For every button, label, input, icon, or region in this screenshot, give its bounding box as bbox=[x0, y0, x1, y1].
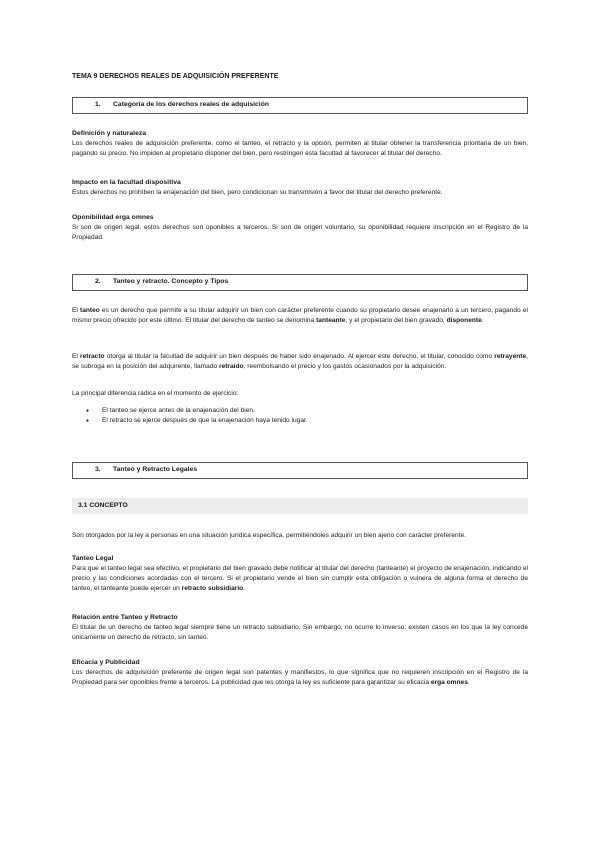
term-disponente: disponente bbox=[446, 316, 482, 324]
concept-intro bbox=[72, 531, 528, 541]
section-3-number: 3. bbox=[95, 466, 101, 474]
tanteo-legal-heading: Tanteo Legal bbox=[72, 555, 114, 562]
text-run: El bbox=[72, 307, 81, 314]
text-run: , reembolsando el precio y los gastos ocasionados por la adquisición. bbox=[243, 362, 447, 370]
list-item: ● El retracto se ejerce después de que la enajenación haya tenido lugar. bbox=[92, 416, 528, 426]
tanteo-legal-paragraph bbox=[72, 564, 528, 594]
text-run: Los derechos de adquisición preferente de origen legal son patentes y manifiestos, lo que significa que no requieren inscripción en el Registro de la Propiedad para ser oponibles frente a terceros. La publicidad que les otorga la ley es suficiente para garantizar su eficacia bbox=[72, 669, 528, 687]
document-title: TEMA 9 DERECHOS REALES DE ADQUISICIÓN PREFERENTE bbox=[72, 73, 279, 80]
efficacy-block bbox=[72, 658, 528, 688]
text-run: es un derecho que permite a su titular adquirir un bien con carácter preferente cuando su propietario desee enajenarlo a un tercero, pagando el mismo precio ofrecido por este último. El titular del derecho de tanteo se denomina bbox=[72, 307, 528, 324]
text-run: . bbox=[243, 584, 246, 592]
concept-paragraph: Son otorgados por la ley a personas en una situación jurídica específica, permitiéndoles adquirir un bien ajeno con carácter preferente. bbox=[72, 532, 467, 539]
retracto-paragraph bbox=[72, 352, 528, 372]
term-retrayente: retrayente bbox=[494, 353, 527, 360]
section-2-number: 2. bbox=[95, 278, 101, 286]
section-1-title: Categoría de los derechos reales de adquisición bbox=[113, 101, 270, 109]
list-item: ● El tanteo se ejerce antes de la enajenación del bien. bbox=[92, 406, 528, 416]
term-erga-omnes: erga omnes bbox=[430, 679, 468, 687]
tanteo-legal-block bbox=[72, 554, 528, 594]
term-tanteante: tanteante bbox=[316, 316, 346, 324]
impact-heading: Impacto en la facultad dispositiva bbox=[72, 179, 181, 186]
section-1-number: 1. bbox=[95, 101, 101, 109]
term-tanteo: tanteo bbox=[80, 307, 100, 314]
section-1-header bbox=[72, 97, 528, 114]
text-run: El bbox=[72, 353, 81, 360]
opponibility-block bbox=[72, 213, 528, 243]
text-run: otorga al titular la facultad de adquirir un bien después de haber sido enajenado. Al ejercer este derecho, el titular, conocido como bbox=[104, 353, 495, 360]
term-retracto-subsidiario: retracto subsidiario bbox=[181, 584, 244, 592]
relation-block bbox=[72, 613, 528, 643]
term-retraido: retraído bbox=[219, 362, 244, 370]
relation-heading: Relación entre Tanteo y Retracto bbox=[72, 614, 178, 621]
difference-list bbox=[72, 406, 528, 426]
text-run: Para que el tanteo legal sea efectivo, el propietario del bien gravado debe notificar al titular del derecho (tanteante) el proyecto de enajenación, indicando el precio y las condiciones acordadas con el tercero. Si el propietario vende el bien sin cumplir esta obligación o vulnera de alguna forma el derecho de tanteo, el tanteante puede ejercer un bbox=[72, 565, 528, 592]
text-run: . bbox=[481, 316, 484, 324]
text-run: . bbox=[467, 679, 470, 687]
section-3-header bbox=[72, 462, 528, 479]
impact-block bbox=[72, 178, 528, 198]
difference-paragraph: La principal diferencia radica en el momento de ejercicio: bbox=[72, 390, 239, 397]
retracto-definition bbox=[72, 352, 528, 372]
efficacy-paragraph bbox=[72, 668, 528, 688]
section-3-title: Tanteo y Retracto Legales bbox=[113, 466, 198, 474]
subsection-3-1-title: 3.1 CONCEPTO bbox=[78, 501, 128, 509]
subsection-3-1-header bbox=[72, 498, 528, 514]
definition-block bbox=[72, 129, 528, 159]
opponibility-heading: Oponibilidad erga omnes bbox=[72, 214, 154, 221]
definition-heading: Definición y naturaleza bbox=[72, 130, 147, 137]
relation-paragraph: El titular de un derecho de tanteo legal siempre tiene un retracto subsidiario. Sin embargo, no ocurre lo inverso: existen casos en los que la ley concede únicamente un derecho de retracto, sin tanteo. bbox=[72, 624, 528, 642]
text-run: , y el propietario del bien gravado, bbox=[345, 316, 447, 324]
efficacy-heading: Eficacia y Publicidad bbox=[72, 659, 140, 666]
term-retracto: retracto bbox=[80, 353, 105, 360]
definition-paragraph: Los derechos reales de adquisición preferente, como el tanteo, el retracto y la opción, permiten al titular obtener la transferencia prioritaria de un bien, pagando su precio. No impiden al propietario disponer del bien, pero restringen esta facultad al favorecer al titular del derecho. bbox=[72, 140, 528, 158]
opponibility-paragraph: Si son de origen legal, estos derechos son oponibles a terceros. Si son de origen voluntario, su oponibilidad requiere inscripción en el Registro de la Propiedad. bbox=[72, 224, 528, 242]
text-run: , se subroga en la posición del adquirente, llamado bbox=[72, 353, 528, 370]
difference-block bbox=[72, 389, 528, 426]
tanteo-definition bbox=[72, 306, 528, 326]
section-2-header bbox=[72, 274, 528, 291]
impact-paragraph: Estos derechos no prohíben la enajenación del bien, pero condicionan su transmisión a favor del titular del derecho preferente. bbox=[72, 189, 443, 197]
section-2-title: Tanteo y retracto. Concepto y Tipos bbox=[113, 278, 229, 286]
tanteo-paragraph bbox=[72, 306, 528, 326]
